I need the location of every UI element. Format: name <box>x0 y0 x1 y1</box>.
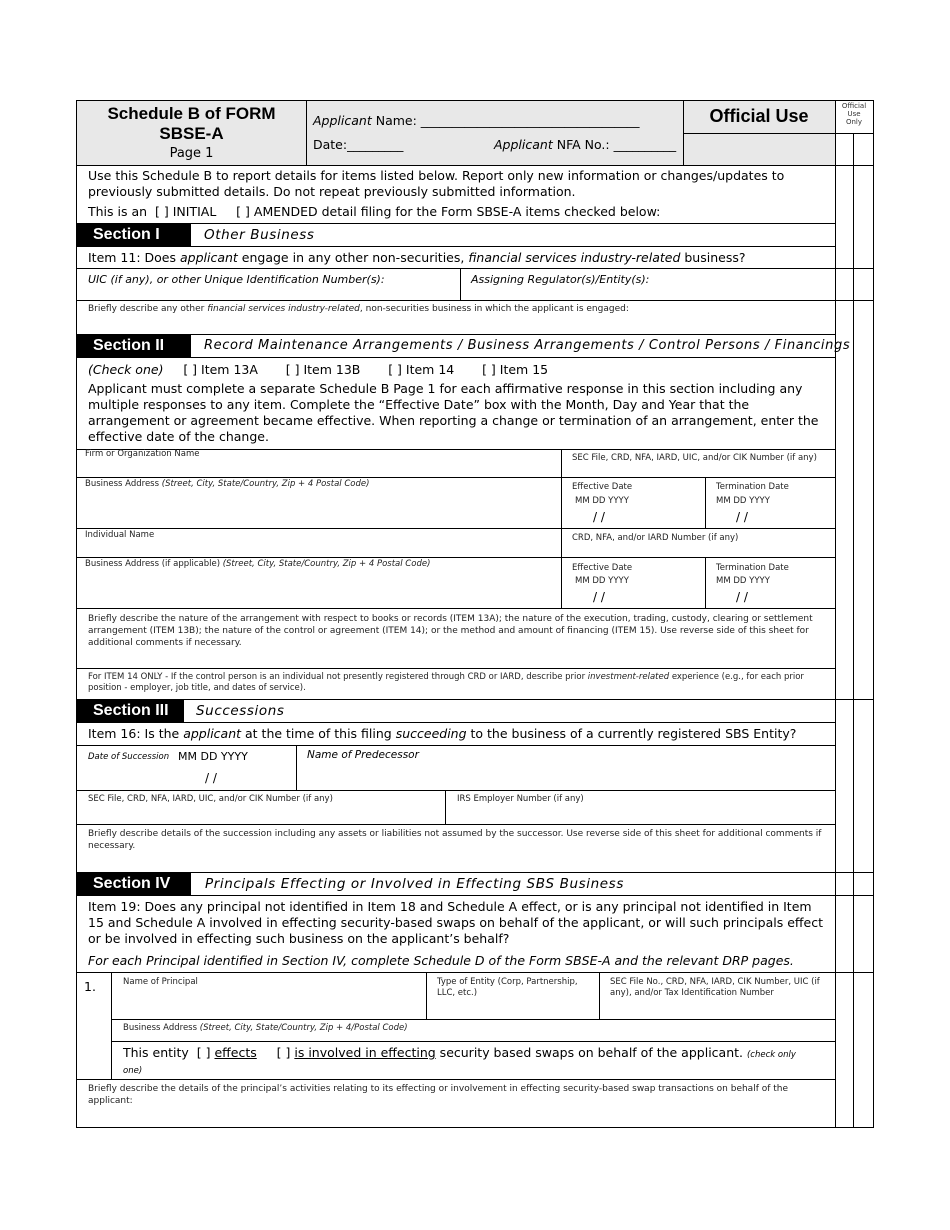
principal-business-address-label: Business Address (Street, City, State/Country, Zip + 4/Postal Code) <box>123 1023 408 1033</box>
form-title: Schedule B of FORM SBSE-A <box>107 104 276 143</box>
item-13a-checkbox[interactable]: [ ] Item 13A <box>183 362 258 377</box>
irs-number-label: IRS Employer Number (if any) <box>457 794 584 804</box>
effective-date-2-format: MM DD YYYY <box>575 576 629 586</box>
involved-checkbox[interactable]: [ ] <box>276 1045 291 1060</box>
effective-date-slashes[interactable]: / / <box>593 510 605 524</box>
intro-text: Use this Schedule B to report details for items listed below. Report only new information or changes/updates to previously submitted details. Do not repeat previously submitted information. <box>88 168 785 199</box>
termination-date-label: Termination Date <box>716 482 789 492</box>
termination-date-format: MM DD YYYY <box>716 496 770 506</box>
termination-date-2-format: MM DD YYYY <box>716 576 770 586</box>
individual-name-label: Individual Name <box>85 530 155 540</box>
item-13b-checkbox[interactable]: [ ] Item 13B <box>285 362 361 377</box>
predecessor-label: Name of Predecessor <box>307 749 419 761</box>
sec-file-label: SEC File, CRD, NFA, IARD, UIC, and/or CIK Number (if any) <box>572 453 817 463</box>
section-2-label: Section II <box>77 335 191 357</box>
principal-instruction: For each Principal identified in Section IV, complete Schedule D of the Form SBSE-A and the relevant DRP pages. <box>88 953 794 968</box>
item-16-question: Item 16: Is the applicant at the time of this filing succeeding to the business of a currently registered SBS Entity? <box>88 726 797 741</box>
succession-date-slashes[interactable]: / / <box>205 771 217 785</box>
filing-type: This is an [ ] INITIAL [ ] AMENDED detail filing for the Form SBSE-A items checked below: <box>88 204 661 219</box>
item-14-checkbox[interactable]: [ ] Item 14 <box>388 362 455 377</box>
date-of-succession-label: Date of Succession <box>88 752 170 762</box>
effective-date-format: MM DD YYYY <box>575 496 629 506</box>
other-business-describe: Briefly describe any other financial services industry-related, non-securities business in which the applicant is engaged: <box>88 304 629 314</box>
section-2-item-choices: (Check one) [ ] Item 13A [ ] Item 13B [ ] Item 14 [ ] Item 15 <box>88 362 549 377</box>
item-19-question: Item 19: Does any principal not identified in Item 18 and Schedule A effect, or is any principal not identified in Item 15 and Schedule A involved in effecting security-based swaps on behalf of the applicant, or will such principals effect or be involved in effecting such business on the applicant’s behalf? <box>88 899 823 946</box>
regulator-field-label: Assigning Regulator(s)/Entity(s): <box>471 273 650 286</box>
entity-effects-statement: This entity [ ] effects [ ] is involved in effecting security based swaps on behalf of the applicant. (check only one) <box>123 1045 796 1076</box>
firm-name-label: Firm or Organization Name <box>85 449 200 459</box>
principal-number: 1. <box>84 979 96 994</box>
initial-checkbox[interactable]: [ ] <box>155 204 169 219</box>
succession-sec-file-label: SEC File, CRD, NFA, IARD, UIC, and/or CIK Number (if any) <box>88 794 333 804</box>
succession-describe: Briefly describe details of the succession including any assets or liabilities not assumed by the successor. Use reverse side of this sheet for additional comments if necessary. <box>88 829 822 851</box>
header-applicant-cell <box>306 101 683 165</box>
termination-date-2-slashes[interactable]: / / <box>736 590 748 604</box>
item-14-only-describe: For ITEM 14 ONLY - If the control person is an individual not presently registered through CRD or IARD, describe prior investment-related experience (e.g., for each prior position - employer, job title, and dates of service). <box>88 672 804 693</box>
item-15-checkbox[interactable]: [ ] Item 15 <box>482 362 549 377</box>
section-4-label: Section IV <box>77 873 191 895</box>
crd-nfa-label: CRD, NFA, and/or IARD Number (if any) <box>572 533 739 543</box>
type-of-entity-label: Type of Entity (Corp, Partnership, LLC, etc.) <box>437 977 578 998</box>
principal-sec-file-label: SEC File No., CRD, NFA, IARD, CIK Number, UIC (if any), and/or Tax Identification Number <box>610 977 820 998</box>
section-3-title: Successions <box>196 703 285 719</box>
section-2-instructions: Applicant must complete a separate Schedule B Page 1 for each affirmative response in this section including any multiple responses to any item. Complete the “Effective Date” box with the Month, Day and Year that the arrangement or agreement became effective. When reporting a change or termination of an arrangement, enter the effective date of the change. <box>88 381 819 444</box>
business-address-label: Business Address (Street, City, State/Country, Zip + 4 Postal Code) <box>85 479 370 489</box>
business-address-2-label: Business Address (if applicable) (Street, City, State/Country, Zip + 4 Postal Code) <box>85 559 431 569</box>
official-use-label: Official Use <box>709 106 809 126</box>
effects-checkbox[interactable]: [ ] <box>196 1045 211 1060</box>
amended-checkbox[interactable]: [ ] <box>236 204 250 219</box>
effective-date-2-label: Effective Date <box>572 563 633 573</box>
section-4-title: Principals Effecting or Involved in Effecting SBS Business <box>205 876 624 892</box>
principal-activities-describe: Briefly describe the details of the principal’s activities relating to its effecting or involvement in effecting security-based swap transactions on behalf of the applicant: <box>88 1084 789 1106</box>
section-1-label: Section I <box>77 224 191 246</box>
item-11-question: Item 11: Does applicant engage in any other non-securities, financial services industry-related business? <box>88 250 746 265</box>
termination-date-2-label: Termination Date <box>716 563 789 573</box>
official-use-only: Official Use Only <box>841 102 867 126</box>
arrangement-describe: Briefly describe the nature of the arrangement with respect to books or records (ITEM 13A); the nature of the execution, trading, custody, clearing or settlement arrangement (ITEM 13B); the nature of the control or agreement (ITEM 14); or the method and amount of financing (ITEM 15). Use reverse side of this sheet for additional comments if necessary. <box>88 614 813 648</box>
date-label: Date:_________ <box>313 137 404 152</box>
page-number: Page 1 <box>169 146 214 161</box>
effective-date-label: Effective Date <box>572 482 633 492</box>
section-2-title: Record Maintenance Arrangements / Business Arrangements / Control Persons / Financings <box>204 338 851 353</box>
termination-date-slashes[interactable]: / / <box>736 510 748 524</box>
uic-field-label: UIC (if any), or other Unique Identification Number(s): <box>88 273 385 286</box>
section-3-label: Section III <box>77 700 184 722</box>
applicant-name-label: Applicant Name: ___________________________________ <box>313 113 640 128</box>
effective-date-2-slashes[interactable]: / / <box>593 590 605 604</box>
nfa-label: Applicant NFA No.: __________ <box>494 137 677 152</box>
section-1-title: Other Business <box>204 227 315 243</box>
name-of-principal-label: Name of Principal <box>123 977 198 987</box>
succession-date-format: MM DD YYYY <box>178 750 248 763</box>
